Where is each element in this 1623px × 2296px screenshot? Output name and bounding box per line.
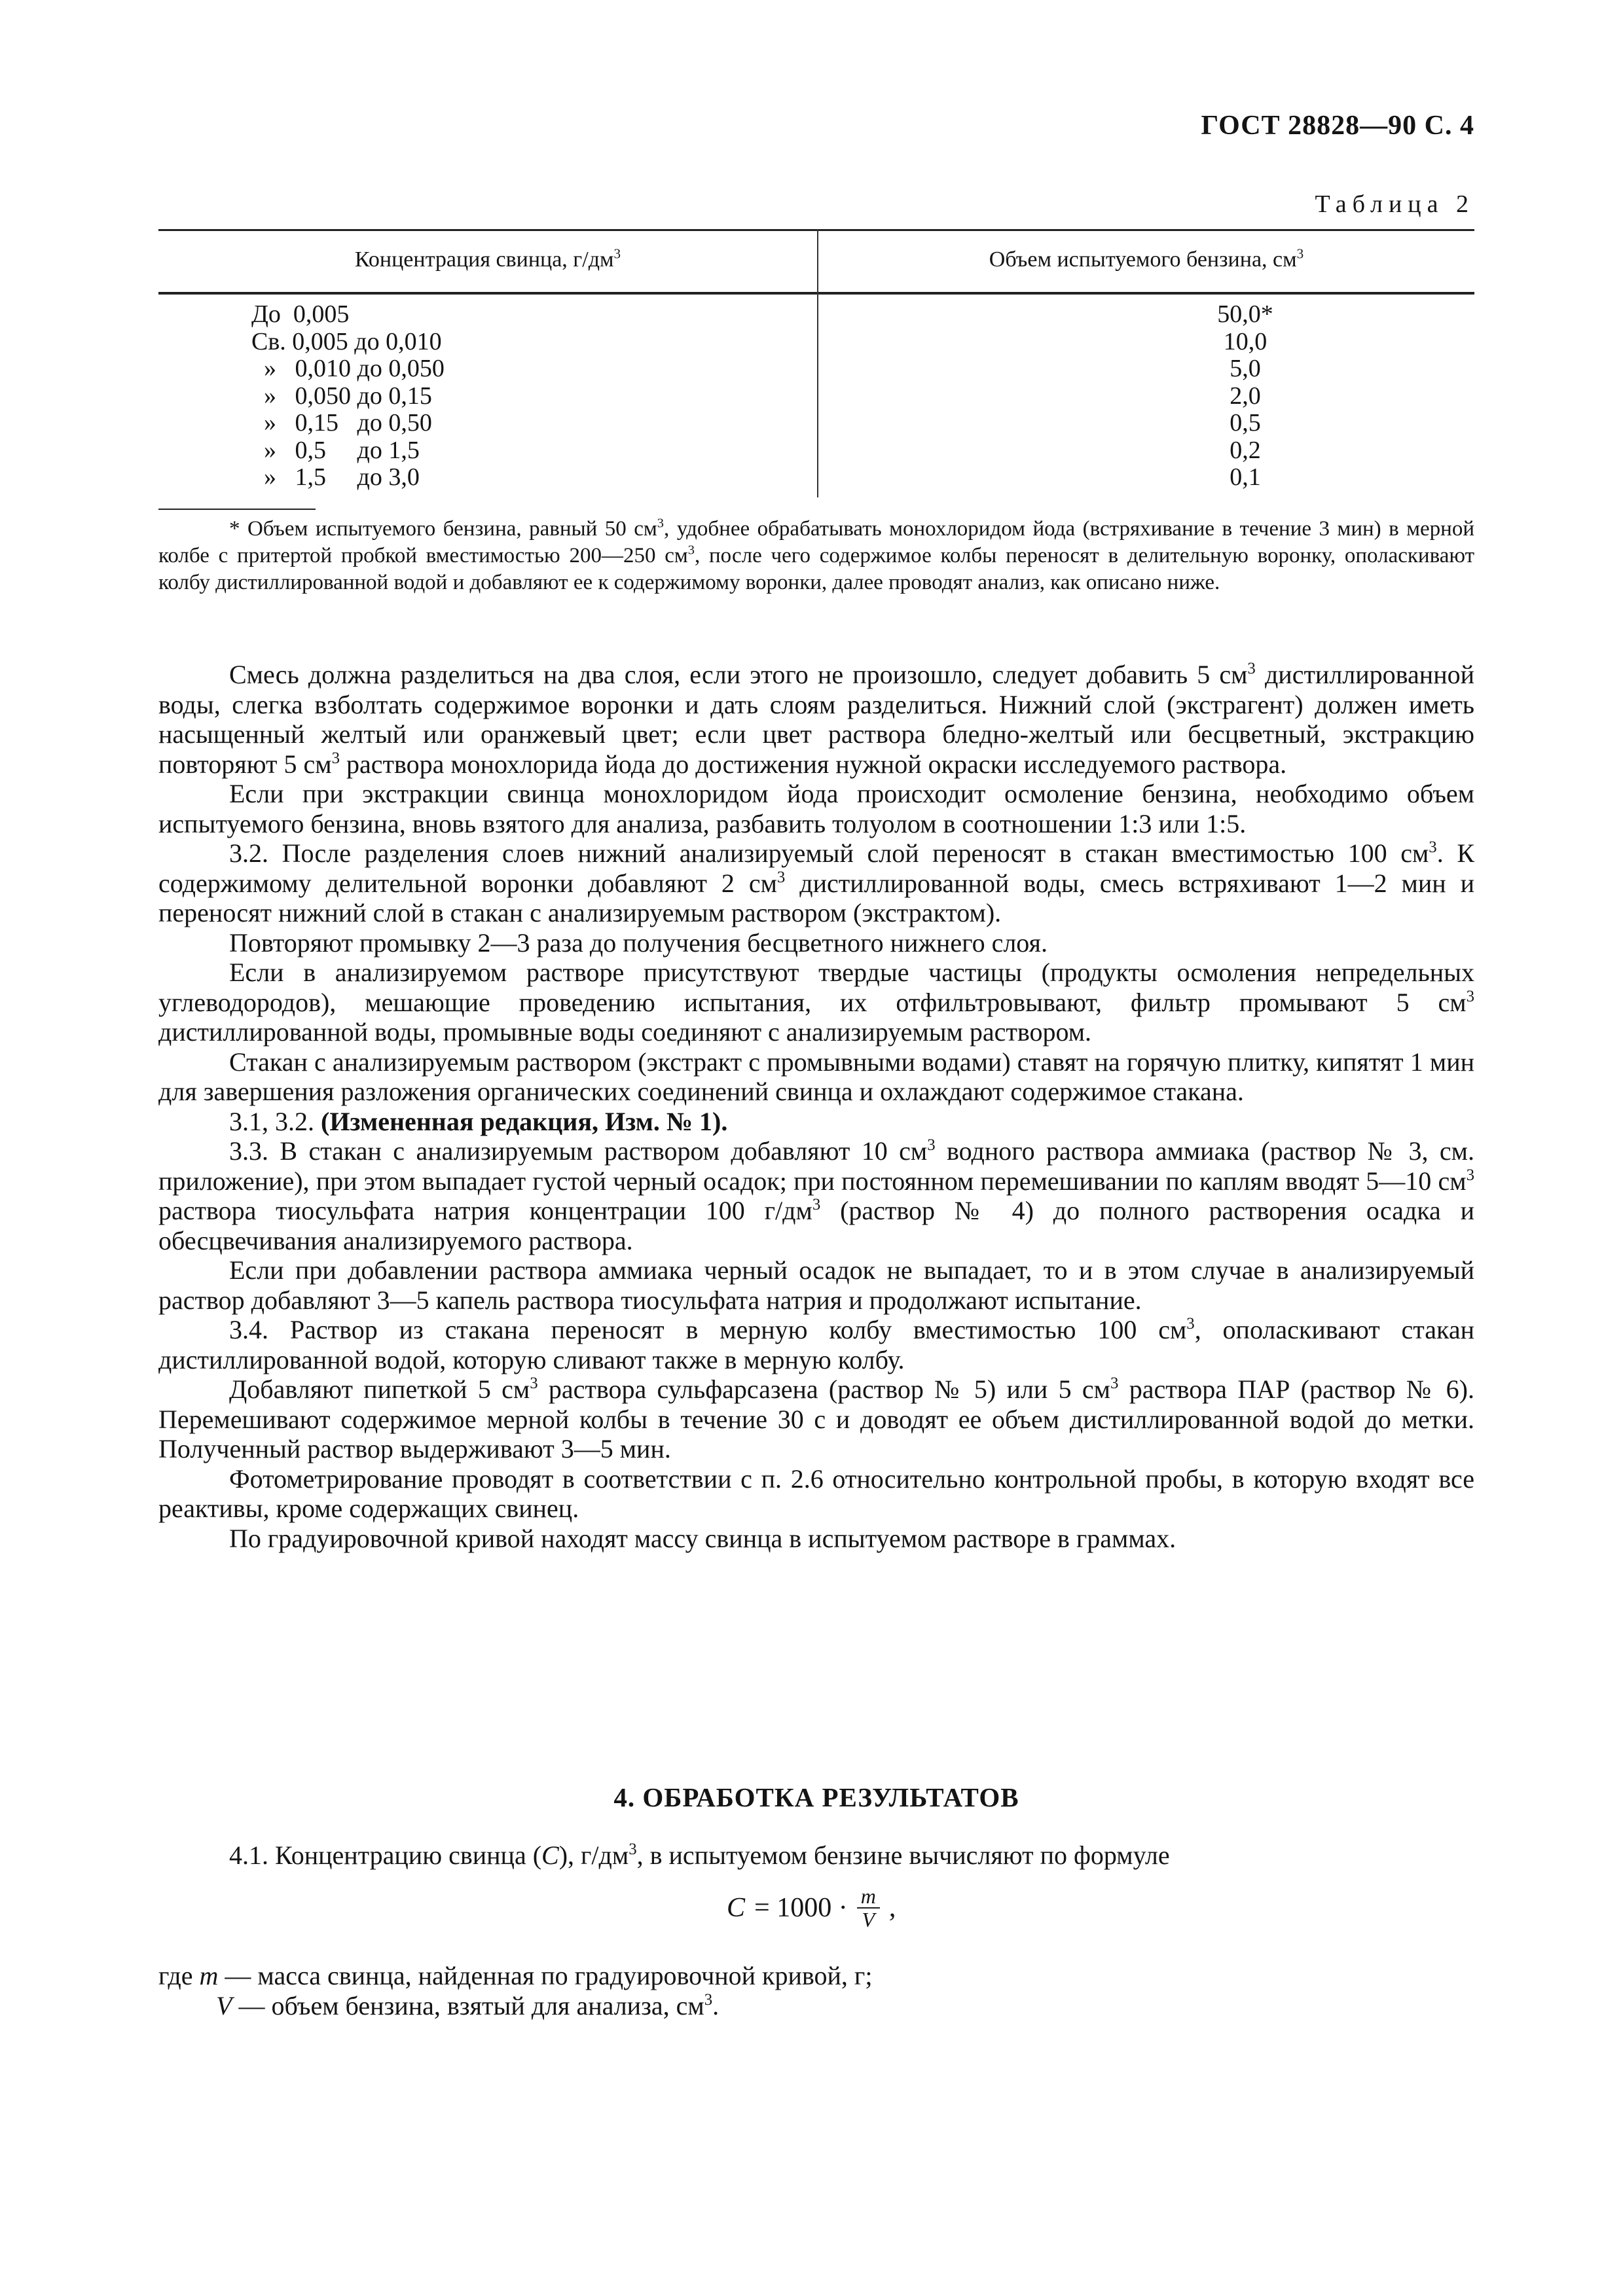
table-cell-volume: 50,0* xyxy=(1217,300,1273,328)
legend-v: V — объем бензина, взятый для анализа, $см^3$. xyxy=(216,1991,720,2020)
table-cell-concentration: До 0,005 xyxy=(251,300,350,328)
paragraph: Если при добавлении раствора аммиака черный осадок не выпадает, то и в этом случае в анализируемый раствор добавляют 3—5 капель раствора тиосульфата натрия и продолжают испытание. xyxy=(158,1255,1474,1315)
table-cell-concentration: » 0,010 до 0,050 xyxy=(251,355,445,382)
table-cell-volume: 10,0 xyxy=(1223,327,1267,355)
formula-intro: 4.1. Концентрацию свинца (C), $г/дм^3$, в испытуемом бензине вычисляют по формуле xyxy=(229,1840,1170,1870)
table-header-volume: Объем испытуемого бензина, $см^3$ xyxy=(989,245,1304,272)
table-cell-concentration: Св. 0,005 до 0,010 xyxy=(251,327,442,355)
table-caption: Таблица 2 xyxy=(1315,190,1474,218)
table-cell-concentration: » 0,5 до 1,5 xyxy=(251,436,420,464)
formula-lhs: C xyxy=(727,1893,746,1923)
formula-numerator: m xyxy=(857,1885,880,1909)
volume-column xyxy=(1114,301,1376,492)
formula-tail: , xyxy=(888,1893,896,1923)
paragraph: Фотометрирование проводят в соответствии с п. 2.6 относительно контрольной пробы, в которую входят все реактивы, кроме содержащих свинец. xyxy=(158,1463,1474,1523)
paragraph: Если в анализируемом растворе присутствуют твердые частицы (продукты осмоления непредельных углеводородов), мешающие проведению испытания, их отфильтровывают, фильтр промывают 5 $см^3$ дистиллированной воды, промывные воды соединяют с анализируемым раствором. xyxy=(158,958,1474,1047)
amendment-note: 3.1, 3.2. (Измененная редакция, Изм. № 1). xyxy=(229,1106,728,1136)
formula-legend xyxy=(158,1961,1474,2021)
paragraph-3-2: 3.2. После разделения слоев нижний анализируемый слой переносят в стакан вместимостью 100 $см^3$. К содержимому делительной воронки добавляют 2 $см^3$ дистиллированной воды, смесь встряхивают 1—2 мин и переносят нижний слой в стакан с анализируемым раствором (экстрактом). xyxy=(158,838,1475,927)
table-cell-concentration: » 0,15 до 0,50 xyxy=(251,409,432,437)
table-header-rule xyxy=(158,292,1474,295)
concentration-formula xyxy=(727,1885,896,1931)
table-cell-volume: 0,2 xyxy=(1230,436,1261,464)
table-cell-volume: 0,5 xyxy=(1230,409,1261,437)
table-cell-concentration: » 1,5 до 3,0 xyxy=(251,463,420,491)
procedure-text xyxy=(158,660,1474,1553)
footnote-rule xyxy=(158,509,316,510)
formula-fraction xyxy=(857,1885,880,1931)
paragraph: Повторяют промывку 2—3 раза до получения бесцветного нижнего слоя. xyxy=(229,927,1048,958)
table-cell-concentration: » 0,050 до 0,15 xyxy=(251,382,432,410)
table-cell-volume: 2,0 xyxy=(1230,382,1261,410)
paragraph-3-3: 3.3. В стакан с анализируемым раствором добавляют 10 $см^3$ водного раствора аммиака (раствор № 3, см. приложение), при этом выпадает густой черный осадок; при постоянном перемешивании по каплям вводят 5—10 $см^3$ раствора тиосульфата натрия концентрации 100 $г/дм^3$ (раствор № 4) до полного растворения осадка и обесцвечивания анализируемого раствора. xyxy=(158,1136,1475,1255)
paragraph-3-4: 3.4. Раствор из стакана переносят в мерную колбу вместимостью 100 $см^3$, ополаскивают стакан дистиллированной водой, которую сливают также в мерную колбу. xyxy=(158,1315,1474,1374)
paragraph: Стакан с анализируемым раствором (экстракт с промывными водами) ставят на горячую плитку, кипятят 1 мин для завершения разложения органических соединений свинца и охлаждают содержимое стакана. xyxy=(158,1047,1474,1106)
paragraph: Добавляют пипеткой 5 $см^3$ раствора сульфарсазена (раствор № 5) или 5 $см^3$ раствора ПАР (раствор № 6). Перемешивают содержимое мерной колбы в течение 30 с и доводят ее объем дистиллированной водой до метки. Полученный раствор выдерживают 3—5 мин. xyxy=(158,1374,1474,1463)
paragraph: Если при экстракции свинца монохлоридом йода происходит осмоление бензина, необходимо объем испытуемого бензина, вновь взятого для анализа, разбавить толуолом в соотношении 1:3 или 1:5. xyxy=(158,779,1474,838)
table-top-rule xyxy=(158,229,1474,231)
paragraph: По градуировочной кривой находят массу свинца в испытуемом растворе в граммах. xyxy=(229,1523,1176,1553)
table-footnote: * Объем испытуемого бензина, равный 50 $см^3$, удобнее обрабатывать монохлоридом йода (встряхивание в течение 3 мин) в мерной колбе с притертой пробкой вместимостью 200—250 $см^3$, после чего содержимое колбы переносят в делительную воронку, ополаскивают колбу дистиллированной водой и добавляют ее к содержимому воронки, далее проводят анализ, как описано ниже. xyxy=(158,516,1474,594)
formula-coefficient: = 1000 · xyxy=(754,1893,848,1923)
table-header-concentration: Концентрация свинца, $г/дм^3$ xyxy=(354,245,621,272)
table-column-separator xyxy=(817,229,818,497)
legend-m: где m — масса свинца, найденная по градуировочной кривой, г; xyxy=(158,1961,873,1990)
table-cell-volume: 0,1 xyxy=(1230,463,1261,491)
table-cell-volume: 5,0 xyxy=(1230,355,1261,382)
concentration-table xyxy=(158,229,1474,491)
formula-denominator: V xyxy=(862,1908,875,1931)
paragraph: Смесь должна разделиться на два слоя, если этого не произошло, следует добавить 5 $см^3$ дистиллированной воды, слегка взболтать содержимое воронки и дать слоям разделиться. Нижний слой (экстрагент) должен иметь насыщенный желтый или оранжевый цвет; если цвет раствора бледно-желтый или бесцветный, экстракцию повторяют 5 $см^3$ раствора монохлорида йода до достижения нужной окраски исследуемого раствора. xyxy=(158,660,1475,779)
document-header: ГОСТ 28828—90 С. 4 xyxy=(1201,111,1474,141)
concentration-column xyxy=(251,301,445,492)
section-heading: 4. ОБРАБОТКА РЕЗУЛЬТАТОВ xyxy=(613,1782,1019,1812)
